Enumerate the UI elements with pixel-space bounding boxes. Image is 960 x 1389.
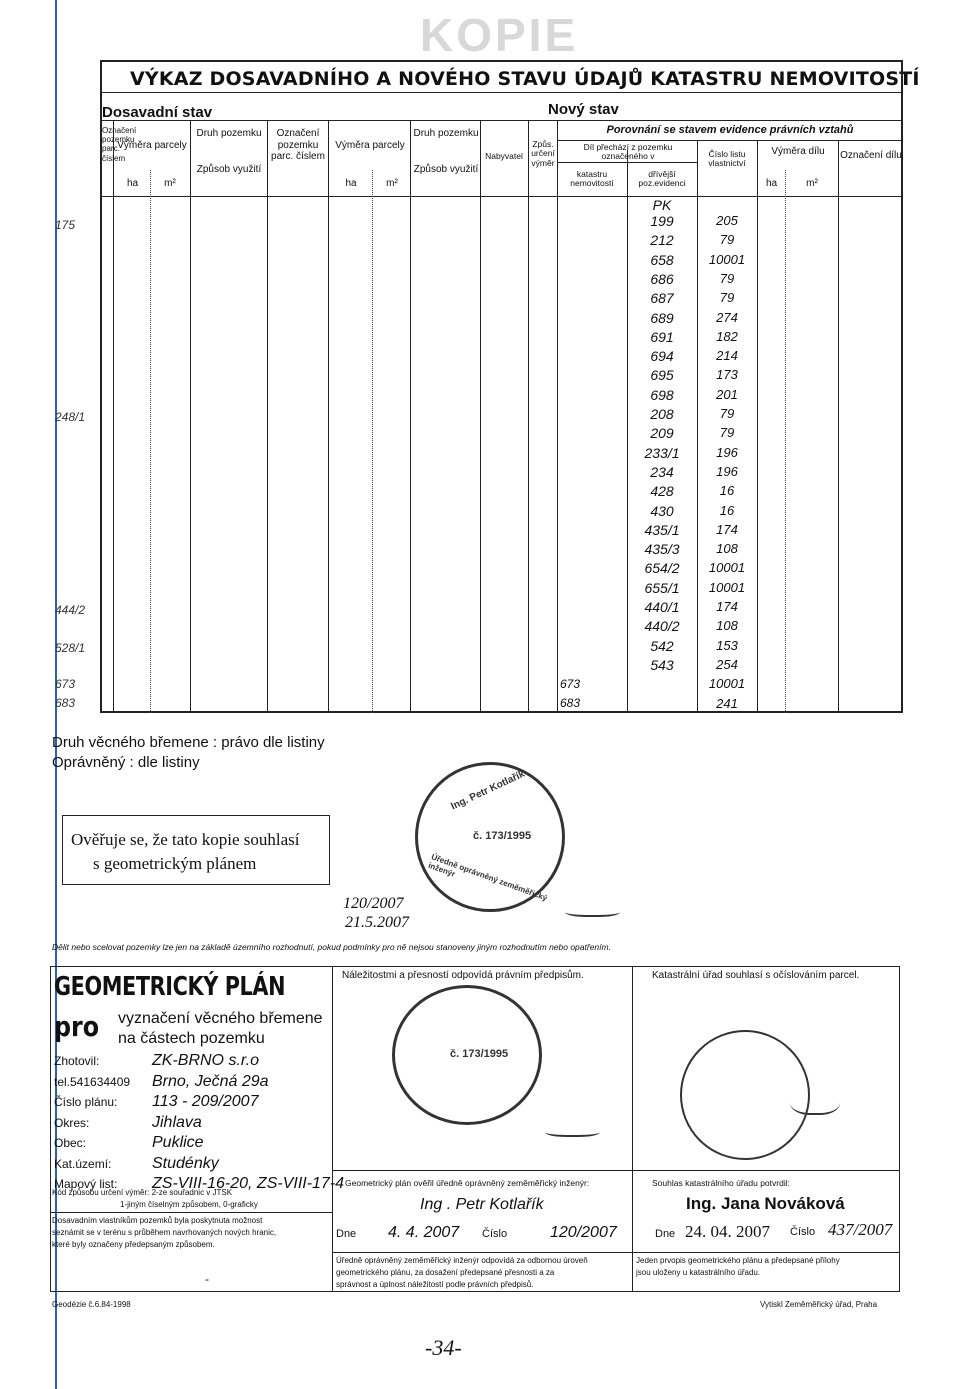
- plan-field-label: Mapový list:: [54, 1177, 118, 1191]
- header-oznaceni-left: Označení pozemku parc. číslem: [102, 126, 137, 163]
- watermark: KOPIE: [420, 9, 579, 61]
- row-pk-number: 689: [650, 309, 674, 326]
- row-lv-number: 205: [716, 213, 738, 228]
- header-zpusob: Způsob využití: [196, 164, 262, 175]
- row-pk-number: 440/2: [644, 618, 680, 635]
- row-pk-number: 234: [650, 463, 674, 480]
- nalezitostmi-text: Náležitostmi a přesností odpovídá právním předpisům.: [342, 970, 584, 981]
- row-pk-number: 233/1: [644, 444, 680, 461]
- row-pk-number: 435/3: [644, 541, 680, 558]
- new-parcel: 683: [560, 696, 581, 710]
- row-lv-number: 79: [719, 290, 735, 306]
- row-lv-number: 79: [719, 425, 735, 441]
- plan-field-value: ZS-VIII-16-20, ZS-VIII-17-4: [152, 1175, 345, 1192]
- row-lv-number: 79: [719, 406, 735, 421]
- official-stamp-2: č. 173/1995: [392, 985, 542, 1125]
- section-new-title: Nový stav: [548, 101, 619, 118]
- plan-field-value: Studénky: [152, 1154, 219, 1172]
- verification-box: Ověřuje se, že tato kopie souhlasí s geometrickým plánem: [62, 815, 330, 885]
- row-lv-number: 182: [716, 328, 738, 344]
- header-druh-new: Druh pozemku: [413, 128, 479, 139]
- header-vymera-new: Výměra parcely: [335, 140, 405, 151]
- new-parcel: 673: [560, 677, 581, 691]
- left-parcel: 673: [55, 677, 76, 691]
- row-lv-number: 10001: [708, 251, 746, 267]
- entitled-party: Oprávněný : dle listiny: [52, 754, 200, 771]
- plan-field-label: tel.541634409: [54, 1074, 131, 1089]
- page-title: VÝKAZ DOSAVADNÍHO A NOVÉHO STAVU ÚDAJŮ KATASTRU NEMOVITOSTÍ: [130, 68, 920, 90]
- row-lv-number: 173: [716, 367, 738, 383]
- plan-field-value: ZK-BRNO s.r.o: [152, 1052, 259, 1069]
- official-stamp: Ing. Petr Kotlařík č. 173/1995 Úředně oprávněný zeměměřický inženýr: [415, 762, 565, 912]
- verification-number: 120/2007: [550, 1224, 617, 1241]
- row-lv-number: 10001: [708, 560, 746, 576]
- row-pk-number: 430: [650, 502, 674, 519]
- row-pk-number: 686: [650, 270, 674, 287]
- header-zpusob-new: Způsob využití: [413, 164, 479, 175]
- row-pk-number: 658: [650, 251, 674, 268]
- header-zpus-urceni: Způs. určení výměr: [531, 139, 555, 168]
- left-parcel: 528/1: [55, 641, 86, 655]
- plan-field-value: Jihlava: [152, 1113, 202, 1131]
- approver-name: Ing. Jana Nováková: [686, 1194, 845, 1213]
- header-oznaceni-parc: Označení pozemku parc. číslem: [271, 128, 325, 162]
- row-pk-number: 199: [650, 213, 674, 229]
- plan-field-label: Zhotovil:: [54, 1054, 100, 1068]
- footer-note: Dělit nebo scelovat pozemky lze jen na základě územního rozhodnutí, pokud podmínky pro ně nejsou stanoveny jiným rozhodnutím nebo opatřením.: [52, 942, 611, 952]
- row-pk-number: 435/1: [644, 521, 680, 538]
- plan-field-value: 113 - 209/2007: [152, 1093, 259, 1110]
- row-lv-number: 174: [716, 599, 738, 614]
- row-lv-number: 16: [719, 502, 735, 518]
- row-pk-number: 691: [650, 328, 674, 345]
- printer-note: Vytiskl Zeměměřický úřad, Praha: [760, 1300, 878, 1309]
- row-lv-number: 201: [716, 386, 738, 402]
- easement-type: Druh věcného břemene : právo dle listiny: [52, 734, 325, 751]
- row-pk-number: 428: [650, 483, 674, 500]
- plan-field-label: Obec:: [54, 1136, 87, 1150]
- plan-purpose-1: vyznačení věcného břemene: [118, 1010, 323, 1027]
- row-lv-number: 214: [716, 348, 738, 364]
- row-lv-number: 274: [716, 309, 738, 325]
- pk-label: PK: [652, 197, 672, 213]
- row-pk-number: 209: [650, 425, 674, 442]
- header-drivejsi: dřívější poz.evidenci: [638, 169, 686, 189]
- row-pk-number: 212: [650, 232, 674, 249]
- header-comparison: Porovnání se stavem evidence právních vztahů: [606, 124, 854, 136]
- plan-title: GEOMETRICKÝ PLÁN: [54, 972, 286, 1002]
- handwritten-date: 21.5.2007: [345, 914, 409, 931]
- row-lv-number: 108: [716, 541, 738, 557]
- row-pk-number: 655/1: [644, 579, 680, 596]
- verifier-name: Ing . Petr Kotlařík: [420, 1196, 544, 1213]
- row-pk-number: 695: [650, 367, 674, 384]
- header-katastru: katastru nemovitostí: [570, 169, 614, 189]
- row-lv-number: 10001: [708, 579, 746, 595]
- row-pk-number: 208: [650, 406, 674, 422]
- approval-number: 437/2007: [828, 1220, 893, 1239]
- plan-field-label: Číslo plánu:: [54, 1095, 118, 1109]
- plan-field-label: Kat.území:: [54, 1156, 112, 1171]
- header-cislo-listu: Číslo listu vlastnictví: [708, 149, 746, 169]
- signature: [565, 905, 620, 917]
- signature-2: [545, 1125, 600, 1137]
- row-lv-number: 254: [716, 656, 738, 672]
- header-nabyvatel: Nabyvatel: [485, 151, 523, 161]
- handwritten-number: 120/2007: [343, 895, 404, 912]
- approval-date: 24. 04. 2007: [685, 1222, 770, 1241]
- header-oznaceni-dilu: Označení dílu: [840, 150, 902, 161]
- header-druh: Druh pozemku: [196, 128, 262, 139]
- row-lv-number: 108: [716, 618, 738, 634]
- left-parcel: 248/1: [55, 410, 86, 424]
- page-number: -34-: [425, 1335, 462, 1360]
- signature-3: [790, 1085, 840, 1115]
- form-number: Geodézie č.6.84-1998: [52, 1300, 131, 1309]
- row-pk-number: 687: [650, 290, 674, 307]
- left-parcel: 444/2: [55, 603, 86, 617]
- row-lv-number: 196: [716, 463, 738, 479]
- plan-field-value: Puklice: [152, 1134, 204, 1151]
- katastralni-text: Katastrální úřad souhlasí s očíslováním parcel.: [652, 970, 860, 981]
- header-vymera-dilu: Výměra dílu: [771, 146, 825, 157]
- row-pk-number: 654/2: [644, 560, 680, 577]
- row-pk-number: 543: [650, 656, 674, 673]
- left-parcel: 683: [55, 696, 76, 710]
- row-lv-number: 79: [719, 270, 735, 286]
- row-lv-number: 10001: [708, 676, 746, 692]
- row-lv-number: 241: [716, 695, 738, 711]
- row-lv-number: 196: [716, 444, 738, 460]
- header-dil-prechazi: Díl přechází z pozemku označeného v: [583, 142, 673, 162]
- row-lv-number: 174: [716, 521, 738, 537]
- row-pk-number: 542: [650, 637, 674, 654]
- row-pk-number: 694: [650, 348, 674, 365]
- row-lv-number: 79: [719, 232, 735, 248]
- row-lv-number: 16: [719, 483, 735, 499]
- left-parcel: 175: [55, 218, 76, 232]
- header-vymera: Výměra parcely: [117, 140, 187, 151]
- row-pk-number: 440/1: [644, 599, 680, 615]
- row-lv-number: 153: [716, 637, 738, 653]
- row-pk-number: 698: [650, 386, 674, 403]
- plan-field-value: Brno, Ječná 29a: [152, 1072, 269, 1090]
- verification-date: 4. 4. 2007: [388, 1224, 460, 1241]
- plan-field-label: Okres:: [54, 1115, 90, 1130]
- plan-purpose-2: na částech pozemku: [118, 1030, 265, 1047]
- section-old-title: Dosavadní stav: [102, 104, 213, 121]
- plan-pro: pro: [54, 1010, 100, 1043]
